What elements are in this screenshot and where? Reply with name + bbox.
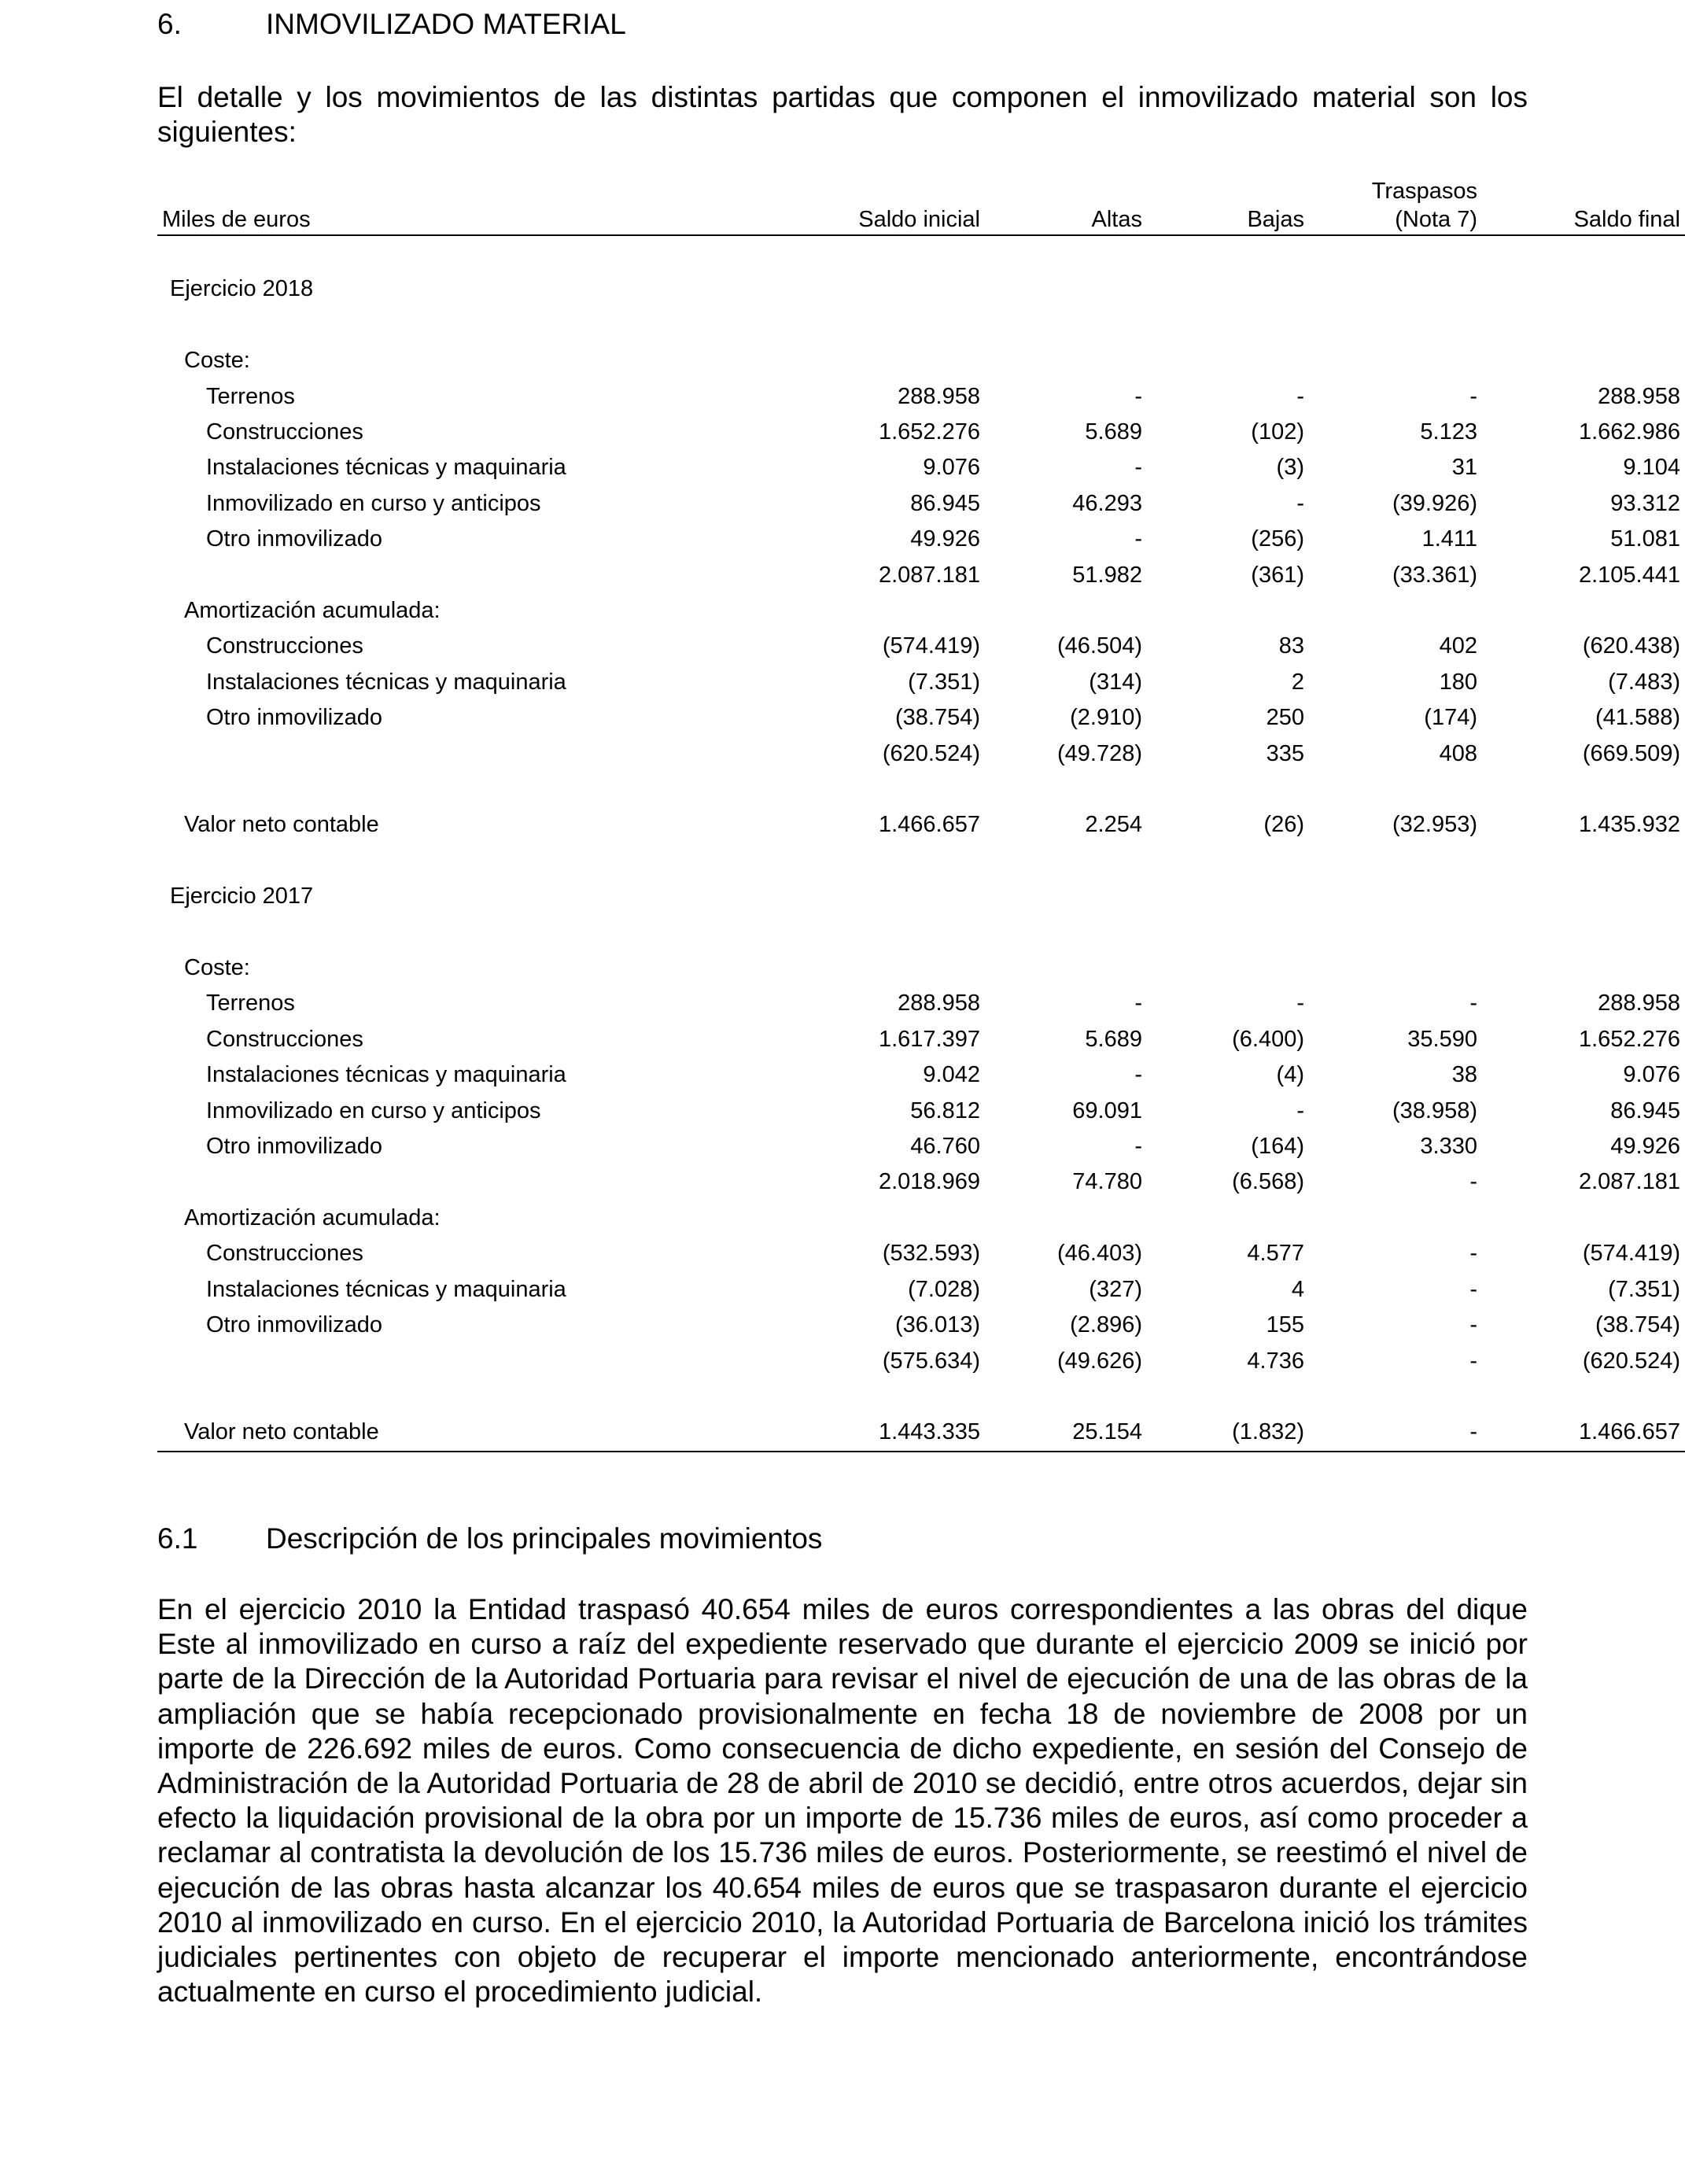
cell-sf: 9.076 (1623, 1062, 1680, 1088)
row-label (157, 1164, 755, 1200)
cell-sf (1482, 915, 1685, 950)
header-row-top (157, 178, 1685, 206)
cell-si: 288.958 (898, 383, 980, 409)
cell-si: (7.028) (908, 1276, 980, 1302)
cell-al (985, 1379, 1147, 1415)
cell-si (755, 879, 985, 914)
header-label: Miles de euros (157, 206, 755, 235)
section-intro: El detalle y los movimientos de las distintas partidas que componen el inmovilizado material son los siguientes: (157, 81, 1528, 149)
cell-al: - (1134, 455, 1142, 481)
cell-sf: (41.588) (1595, 705, 1680, 731)
cell-si: 1.443.335 (755, 1415, 985, 1451)
cell-si: 1.466.657 (878, 812, 980, 838)
spacer-row (157, 1379, 1685, 1415)
cell-sf: 2.087.181 (1578, 1169, 1680, 1195)
cell-sf (1482, 879, 1685, 914)
subsection-title: Descripción de los principales movimientos (266, 1522, 823, 1555)
table-row (157, 1057, 1685, 1093)
cell-al (985, 593, 1147, 629)
cell-tr: 35.590 (1407, 1026, 1477, 1052)
cell-tr: - (1469, 991, 1477, 1016)
row-label: Otro inmovilizado (206, 526, 383, 552)
table-body (157, 235, 1685, 1452)
cell-sf: 49.926 (1610, 1134, 1680, 1160)
table-row (157, 379, 1685, 415)
cell-sf (1482, 271, 1685, 307)
cell-sf: 9.104 (1623, 455, 1680, 481)
cell-si: (575.634) (882, 1348, 980, 1374)
header-traspasos-line1: Traspasos (1371, 179, 1477, 204)
table-row (157, 700, 1685, 736)
year-title-row (157, 271, 1685, 307)
cell-al: (314) (1089, 669, 1142, 695)
cell-tr: 408 (1439, 740, 1477, 766)
row-label: Construcciones (206, 1026, 363, 1052)
cell-tr: - (1469, 1241, 1477, 1267)
cell-ba: 4 (1291, 1276, 1304, 1302)
row-label: Otro inmovilizado (206, 1312, 383, 1338)
cell-sf: (620.524) (1582, 1348, 1680, 1374)
subtotal-row (157, 558, 1685, 593)
cell-tr: 402 (1439, 633, 1477, 659)
cell-si: (38.754) (894, 705, 980, 731)
spacer-row (157, 915, 1685, 950)
row-label (157, 1379, 755, 1415)
year-title-row (157, 879, 1685, 914)
cell-sf: 93.312 (1610, 490, 1680, 516)
cell-al (985, 1201, 1147, 1236)
cell-tr (1309, 308, 1482, 343)
cell-al: (49.728) (1056, 740, 1142, 766)
cell-al (985, 915, 1147, 950)
row-label: Instalaciones técnicas y maquinaria (206, 1062, 566, 1088)
subsection-body: En el ejercicio 2010 la Entidad traspasó 40.654 miles de euros correspondientes a las obras del dique Este al inmovilizado en curso a raíz del expediente reservado que durante el ejercicio 2009 se inició por parte de la Dirección de la Autoridad Portuaria para revisar el nivel de ejecución de una de las obras de la ampliación que se había recepcionado provisionalmente en fecha 18 de noviembre de 2008 por un importe de 226.692 miles de euros. Como consecuencia de dicho expediente, en sesión del Consejo de Administración de la Autoridad Portuaria de 28 de abril de 2010 se decidió, entre otros acuerdos, dejar sin efecto la liquidación provisional de la obra por un importe de 15.736 miles de euros, así como proceder a reclamar al contratista la devolución de los 15.736 miles de euros. Posteriormente, se reestimó el nivel de ejecución de las obras hasta alcanzar los 40.654 miles de euros que se traspasaron durante el ejercicio 2010 al inmovilizado en curso. En el ejercicio 2010, la Autoridad Portuaria de Barcelona inició los trámites judiciales pertinentes con objeto de recuperar el importe mencionado anteriormente, encontrándose actualmente en curso el procedimiento judicial. (157, 1593, 1528, 2009)
table-row (157, 1022, 1685, 1057)
cell-tr: 38 (1451, 1062, 1477, 1088)
cell-al: 74.780 (1072, 1169, 1142, 1195)
row-label (157, 558, 755, 593)
row-label: Coste: (184, 348, 250, 374)
cell-ba: 4.577 (1247, 1241, 1304, 1267)
cell-si: 2.087.181 (878, 562, 980, 588)
cell-ba: (1.832) (1147, 1415, 1309, 1451)
cell-ba (1147, 343, 1309, 378)
header-saldo-inicial: Saldo inicial (755, 206, 985, 235)
row-label: Construcciones (206, 633, 363, 659)
cell-sf: 1.466.657 (1482, 1415, 1685, 1451)
row-label: Instalaciones técnicas y maquinaria (206, 1276, 566, 1302)
cell-ba (1147, 843, 1309, 879)
cell-tr (1309, 879, 1482, 914)
cell-al: 5.689 (1085, 419, 1142, 445)
cell-tr: 31 (1451, 455, 1477, 481)
row-label (157, 1344, 755, 1379)
cell-tr: (38.958) (1392, 1098, 1477, 1123)
cell-ba (1147, 1201, 1309, 1236)
cell-tr (1309, 235, 1482, 271)
cell-sf (1482, 343, 1685, 378)
cell-al (985, 879, 1147, 914)
cell-sf (1482, 235, 1685, 271)
cell-si: (620.524) (882, 740, 980, 766)
cell-sf: (574.419) (1582, 1241, 1680, 1267)
row-label (157, 736, 755, 772)
cell-si (755, 772, 985, 807)
cell-tr: (32.953) (1392, 812, 1477, 838)
cell-si (755, 915, 985, 950)
cell-si: (574.419) (882, 633, 980, 659)
subtotal-row (157, 1344, 1685, 1379)
row-label (157, 915, 755, 950)
table-row (157, 415, 1685, 450)
row-label: Amortización acumulada: (184, 1205, 441, 1230)
cell-al: (2.910) (1070, 705, 1142, 731)
cell-sf (1482, 950, 1685, 986)
spacer-row (157, 843, 1685, 879)
table-row (157, 1236, 1685, 1271)
table-row (157, 1129, 1685, 1164)
cell-sf: (38.754) (1595, 1312, 1680, 1338)
cell-si: 46.760 (910, 1134, 980, 1160)
cell-tr: - (1469, 1276, 1477, 1302)
row-label: Otro inmovilizado (206, 1134, 383, 1160)
cell-si: (36.013) (894, 1312, 980, 1338)
row-label: Inmovilizado en curso y anticipos (206, 1098, 541, 1123)
cell-ba: (4) (1276, 1062, 1304, 1088)
row-label: Instalaciones técnicas y maquinaria (206, 455, 566, 481)
cell-si (755, 235, 985, 271)
row-label: Coste: (184, 955, 250, 981)
cell-si (755, 1201, 985, 1236)
cell-si: 9.076 (923, 455, 980, 481)
cell-ba: (164) (1251, 1134, 1304, 1160)
row-label (157, 772, 755, 807)
cell-ba: 155 (1266, 1312, 1304, 1338)
cell-al: 5.689 (1085, 1026, 1142, 1052)
row-label: Construcciones (206, 1241, 363, 1267)
cell-sf: 288.958 (1598, 991, 1680, 1016)
header-saldo-final: Saldo final (1482, 206, 1685, 235)
header-traspasos-line2: (Nota 7) (1309, 206, 1482, 235)
cell-ba (1147, 879, 1309, 914)
cell-al (985, 843, 1147, 879)
cell-tr: 1.411 (1421, 526, 1477, 552)
cell-al: (46.504) (1056, 633, 1142, 659)
group-title-row (157, 1201, 1685, 1236)
cell-si: 86.945 (910, 490, 980, 516)
cell-al: (46.403) (1056, 1241, 1142, 1267)
cell-sf: (620.438) (1582, 633, 1680, 659)
cell-tr (1309, 772, 1482, 807)
cell-sf: (7.351) (1608, 1276, 1680, 1302)
cell-ba: (6.400) (1232, 1026, 1304, 1052)
cell-ba: 2 (1291, 669, 1304, 695)
subtotal-row (157, 1164, 1685, 1200)
row-label: Instalaciones técnicas y maquinaria (206, 669, 566, 695)
row-label: Otro inmovilizado (206, 705, 383, 731)
row-label: Terrenos (206, 991, 295, 1016)
cell-al: - (1134, 526, 1142, 552)
cell-tr: (174) (1424, 705, 1477, 731)
row-label: Construcciones (206, 419, 363, 445)
cell-al (985, 343, 1147, 378)
cell-al: 25.154 (985, 1415, 1147, 1451)
cell-tr: (33.361) (1392, 562, 1477, 588)
section-title: INMOVILIZADO MATERIAL (266, 8, 626, 40)
cell-al: - (1134, 1062, 1142, 1088)
row-label: Valor neto contable (157, 1415, 755, 1451)
cell-tr (1309, 343, 1482, 378)
net-book-value-row (157, 807, 1685, 843)
table-row (157, 986, 1685, 1021)
group-title-row (157, 593, 1685, 629)
cell-ba (1147, 593, 1309, 629)
cell-ba (1147, 915, 1309, 950)
cell-sf: 1.652.276 (1578, 1026, 1680, 1052)
cell-al (985, 950, 1147, 986)
cell-sf: (7.483) (1608, 669, 1680, 695)
cell-tr: 3.330 (1420, 1134, 1477, 1160)
cell-tr: - (1309, 1415, 1482, 1451)
subsection-number: 6.1 (157, 1522, 198, 1555)
cell-tr (1309, 1201, 1482, 1236)
cell-sf (1482, 593, 1685, 629)
cell-ba: - (1296, 383, 1304, 409)
cell-si (755, 343, 985, 378)
row-label: Terrenos (206, 383, 295, 409)
section-heading (157, 8, 626, 41)
cell-ba: (6.568) (1232, 1169, 1304, 1195)
cell-tr: (39.926) (1392, 490, 1477, 516)
cell-al: 69.091 (1072, 1098, 1142, 1123)
cell-ba: 250 (1266, 705, 1304, 731)
row-label (157, 235, 755, 271)
table-row (157, 522, 1685, 557)
cell-al: 46.293 (1072, 490, 1142, 516)
cell-ba: (256) (1251, 526, 1304, 552)
cell-ba: - (1296, 490, 1304, 516)
cell-tr (1309, 271, 1482, 307)
cell-sf (1482, 843, 1685, 879)
cell-tr (1309, 1379, 1482, 1415)
cell-al (985, 308, 1147, 343)
cell-sf (1482, 1201, 1685, 1236)
cell-sf: 86.945 (1610, 1098, 1680, 1123)
row-label: Ejercicio 2018 (170, 276, 314, 302)
cell-ba (1147, 271, 1309, 307)
cell-si: 1.652.276 (878, 419, 980, 445)
cell-si: 49.926 (910, 526, 980, 552)
cell-tr (1309, 950, 1482, 986)
spacer-row (157, 308, 1685, 343)
cell-si: 2.018.969 (878, 1169, 980, 1195)
cell-al (985, 235, 1147, 271)
net-book-value-row (157, 1415, 1685, 1451)
cell-al (985, 772, 1147, 807)
cell-si (755, 950, 985, 986)
cell-si: (7.351) (908, 669, 980, 695)
cell-ba: (102) (1251, 419, 1304, 445)
row-label: Ejercicio 2017 (170, 884, 314, 909)
cell-al: (49.626) (1056, 1348, 1142, 1374)
cell-al: 51.982 (1072, 562, 1142, 588)
row-label (157, 308, 755, 343)
cell-ba: (361) (1251, 562, 1304, 588)
cell-ba: 4.736 (1247, 1348, 1304, 1374)
cell-sf: 1.435.932 (1578, 812, 1680, 838)
table-row (157, 629, 1685, 664)
cell-al: - (1134, 991, 1142, 1016)
section-number: 6. (157, 8, 182, 40)
cell-tr (1309, 593, 1482, 629)
subtotal-row (157, 736, 1685, 772)
cell-si (755, 593, 985, 629)
row-label: Inmovilizado en curso y anticipos (206, 490, 541, 516)
cell-ba: - (1296, 991, 1304, 1016)
cell-tr: 5.123 (1420, 419, 1477, 445)
subsection-heading (157, 1522, 822, 1555)
cell-ba: (3) (1276, 455, 1304, 481)
table-row (157, 1094, 1685, 1129)
cell-ba (1147, 772, 1309, 807)
cell-sf (1482, 308, 1685, 343)
cell-al (985, 271, 1147, 307)
cell-al: (327) (1089, 1276, 1142, 1302)
cell-al: (2.896) (1070, 1312, 1142, 1338)
cell-tr: - (1469, 1348, 1477, 1374)
cell-si: (532.593) (882, 1241, 980, 1267)
cell-tr: - (1469, 1312, 1477, 1338)
table-row (157, 1308, 1685, 1343)
cell-tr: - (1469, 383, 1477, 409)
cell-si (755, 843, 985, 879)
cell-tr (1309, 915, 1482, 950)
cell-al: 2.254 (1085, 812, 1142, 838)
cell-sf: 288.958 (1598, 383, 1680, 409)
cell-tr: 180 (1439, 669, 1477, 695)
cell-si: 1.617.397 (878, 1026, 980, 1052)
cell-ba (1147, 950, 1309, 986)
cell-al: - (1134, 1134, 1142, 1160)
header-row (157, 206, 1685, 235)
cell-al: - (1134, 383, 1142, 409)
header-altas: Altas (985, 206, 1147, 235)
cell-tr (1309, 843, 1482, 879)
table-row (157, 1272, 1685, 1308)
cell-sf: 51.081 (1610, 526, 1680, 552)
table-row (157, 450, 1685, 485)
cell-si: 288.958 (898, 991, 980, 1016)
cell-sf: 2.105.441 (1578, 562, 1680, 588)
fixed-assets-table-container (157, 178, 1680, 1452)
cell-ba (1147, 235, 1309, 271)
cell-ba: (26) (1263, 812, 1304, 838)
cell-si: 56.812 (910, 1098, 980, 1123)
row-label: Valor neto contable (184, 812, 379, 838)
spacer-row (157, 772, 1685, 807)
row-label (157, 843, 755, 879)
cell-ba: 335 (1266, 740, 1304, 766)
cell-si: 9.042 (923, 1062, 980, 1088)
cell-sf (1482, 1379, 1685, 1415)
fixed-assets-table (157, 178, 1685, 1452)
table-row (157, 486, 1685, 522)
spacer-row (157, 235, 1685, 271)
header-bajas: Bajas (1147, 206, 1309, 235)
cell-ba: 83 (1278, 633, 1304, 659)
table-row (157, 665, 1685, 700)
cell-tr: - (1469, 1169, 1477, 1195)
cell-si (755, 271, 985, 307)
row-label: Amortización acumulada: (184, 598, 441, 624)
group-title-row (157, 950, 1685, 986)
group-title-row (157, 343, 1685, 378)
cell-sf (1482, 772, 1685, 807)
cell-ba (1147, 1379, 1309, 1415)
cell-sf: (669.509) (1582, 740, 1680, 766)
cell-si (755, 1379, 985, 1415)
cell-si (755, 308, 985, 343)
cell-ba (1147, 308, 1309, 343)
cell-sf: 1.662.986 (1578, 419, 1680, 445)
cell-ba: - (1296, 1098, 1304, 1123)
